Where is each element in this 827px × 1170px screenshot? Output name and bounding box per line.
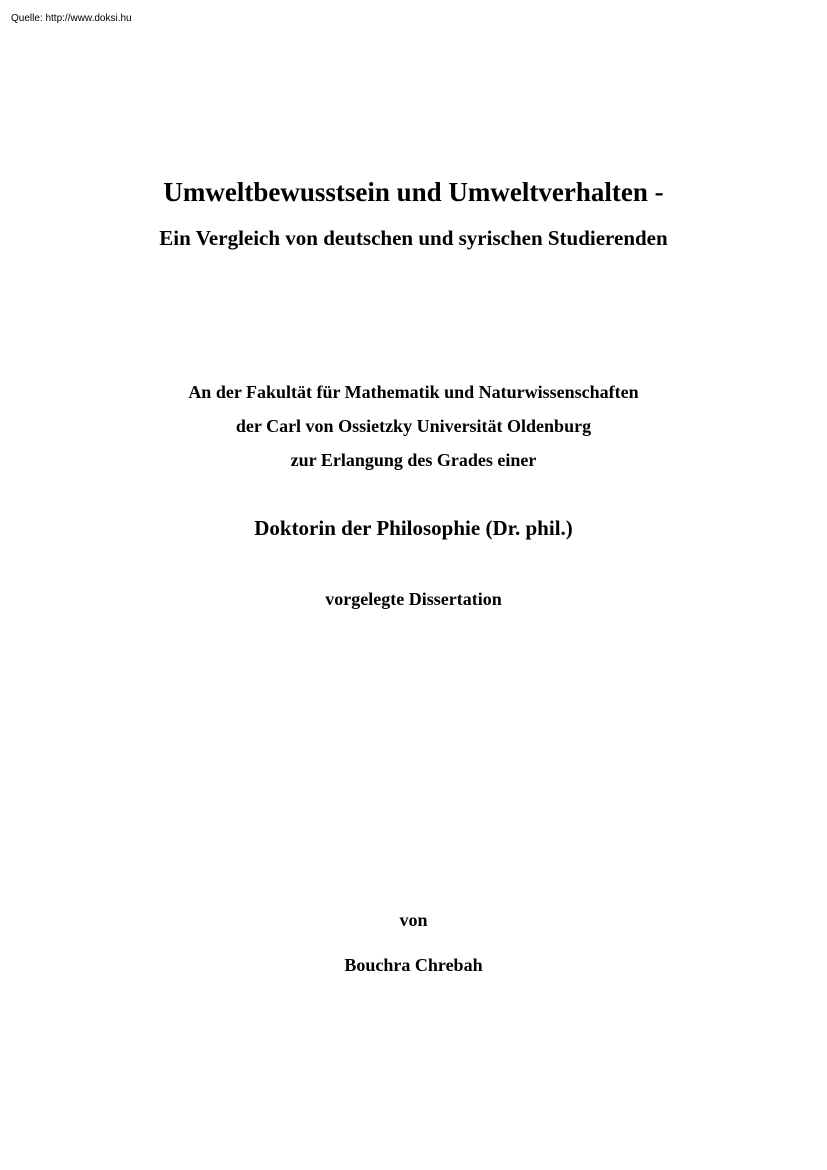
- source-link[interactable]: Quelle: http://www.doksi.hu: [11, 13, 132, 24]
- thesis-title: Umweltbewusstsein und Umweltverhalten -: [163, 177, 664, 207]
- degree-title: Doktorin der Philosophie (Dr. phil.): [254, 516, 573, 540]
- thesis-subtitle: Ein Vergleich von deutschen und syrischen Studierenden: [159, 226, 668, 250]
- author-name: Bouchra Chrebah: [344, 955, 483, 975]
- degree-purpose-line: zur Erlangung des Grades einer: [290, 450, 537, 470]
- by-label: von: [399, 910, 428, 930]
- dissertation-note: vorgelegte Dissertation: [325, 589, 502, 609]
- university-line: der Carl von Ossietzky Universität Oldenburg: [235, 416, 592, 436]
- faculty-line: An der Fakultät für Mathematik und Naturwissenschaften: [188, 382, 639, 402]
